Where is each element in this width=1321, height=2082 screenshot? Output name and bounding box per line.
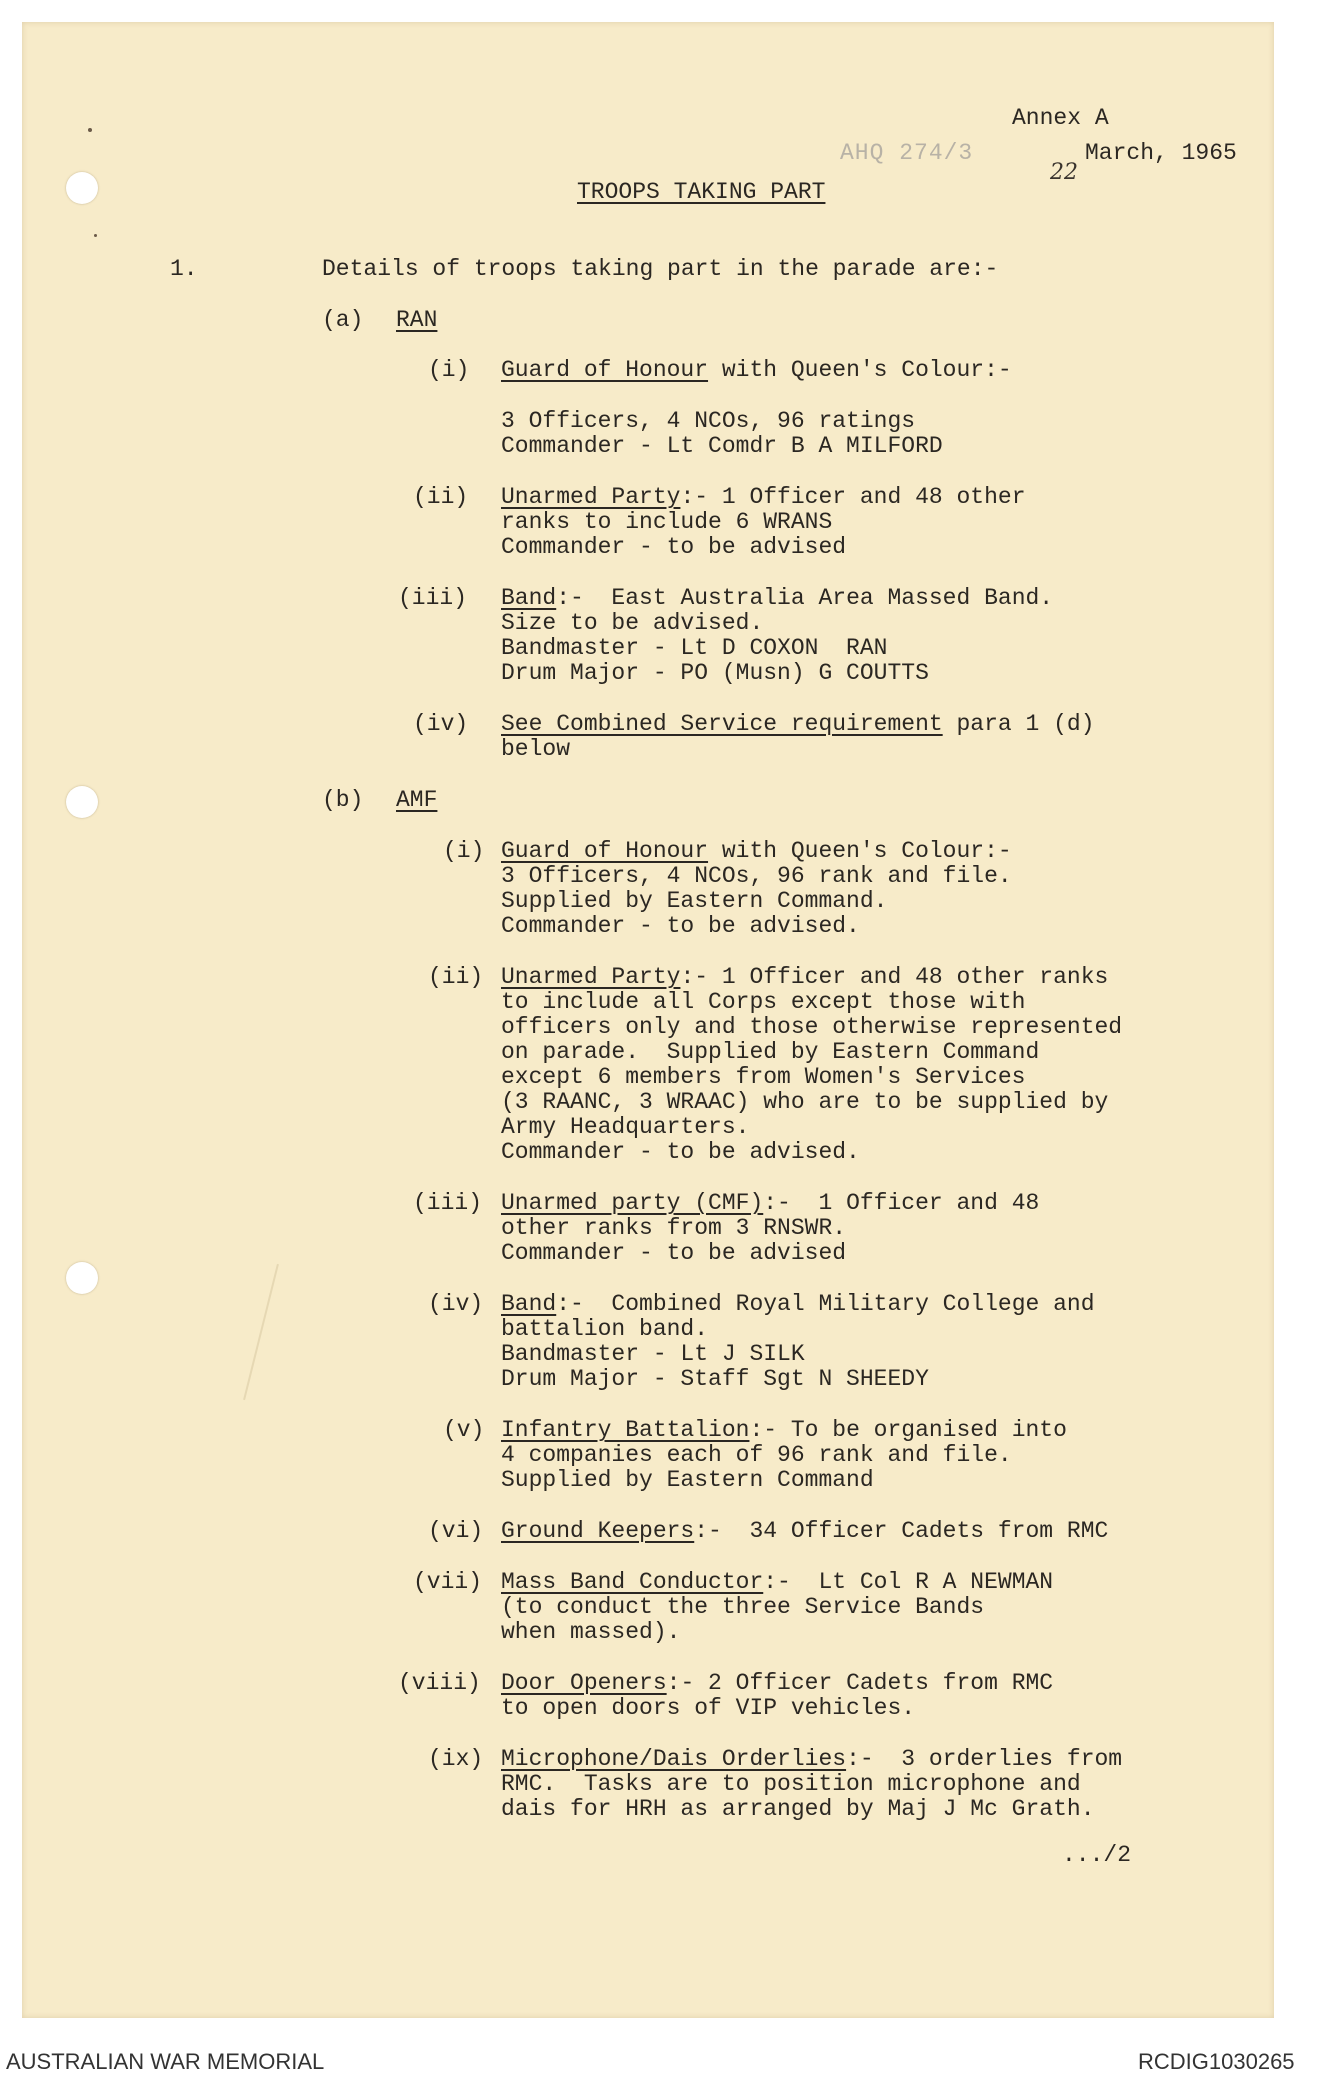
- page-continuation: .../2: [1062, 1842, 1132, 1868]
- item-first-line: [501, 358, 1012, 384]
- item-title: Band: [501, 585, 557, 611]
- paragraph-intro: Details of troops taking part in the parade are:-: [322, 256, 999, 282]
- item-line: Supplied by Eastern Command: [501, 1467, 874, 1493]
- item-first-line: [501, 485, 1026, 511]
- item-line: (3 RAANC, 3 WRAAC) who are to be supplied by: [501, 1089, 1109, 1115]
- item-title: Ground Keepers: [501, 1518, 695, 1544]
- item-first-line-rest: :- 1 Officer and 48 other: [680, 484, 1026, 510]
- item-first-line: [501, 839, 1012, 865]
- item-number: (i): [428, 357, 470, 383]
- item-line: Size to be advised.: [501, 610, 764, 636]
- item-line: battalion band.: [501, 1316, 709, 1342]
- item-first-line-rest: with Queen's Colour:-: [708, 838, 1012, 864]
- item-number: (iii): [413, 1190, 483, 1216]
- item-title: Mass Band Conductor: [501, 1569, 764, 1595]
- item-first-line: [501, 1418, 1067, 1444]
- footer-record-id: RCDIG1030265: [1138, 2049, 1295, 2074]
- item-first-line-rest: :- 34 Officer Cadets from RMC: [694, 1518, 1109, 1544]
- ink-speck: [88, 128, 92, 132]
- item-number: (iv): [428, 1291, 484, 1317]
- item-line: on parade. Supplied by Eastern Command: [501, 1039, 1040, 1065]
- item-line: except 6 members from Women's Services: [501, 1064, 1026, 1090]
- item-line: Bandmaster - Lt J SILK: [501, 1341, 805, 1367]
- item-first-line: [501, 1570, 1053, 1596]
- item-line: below: [501, 736, 571, 762]
- item-first-line-rest: :- 1 Officer and 48 other ranks: [680, 964, 1109, 990]
- item-number: (iii): [398, 585, 468, 611]
- item-number: (iv): [413, 711, 469, 737]
- item-title: See Combined Service requirement: [501, 711, 943, 737]
- item-title: Band: [501, 1291, 557, 1317]
- item-number: (ii): [413, 484, 469, 510]
- item-line: Army Headquarters.: [501, 1114, 750, 1140]
- item-line: Drum Major - PO (Musn) G COUTTS: [501, 660, 929, 686]
- item-line: Commander - to be advised: [501, 1240, 847, 1266]
- item-first-line: [501, 586, 1053, 612]
- item-line: to include all Corps except those with: [501, 989, 1026, 1015]
- item-line: Bandmaster - Lt D COXON RAN: [501, 635, 888, 661]
- item-title: Unarmed Party: [501, 484, 681, 510]
- item-first-line-rest: :- Combined Royal Military College and: [556, 1291, 1095, 1317]
- item-first-line-rest: :- 2 Officer Cadets from RMC: [666, 1670, 1054, 1696]
- item-first-line: [501, 1292, 1095, 1318]
- item-line: Drum Major - Staff Sgt N SHEEDY: [501, 1366, 929, 1392]
- item-line: Commander - to be advised.: [501, 913, 860, 939]
- item-line: Supplied by Eastern Command.: [501, 888, 888, 914]
- item-first-line-rest: :- East Australia Area Massed Band.: [556, 585, 1054, 611]
- item-number: (i): [443, 838, 485, 864]
- item-line: officers only and those otherwise represented: [501, 1014, 1123, 1040]
- item-first-line: [501, 1747, 1122, 1773]
- item-first-line-rest: :- To be organised into: [749, 1417, 1067, 1443]
- item-line: Commander - Lt Comdr B A MILFORD: [501, 433, 943, 459]
- section-a-heading: RAN: [396, 307, 438, 333]
- ink-speck: [94, 234, 97, 237]
- annex-label: Annex A: [1012, 105, 1109, 131]
- section-b-label: (b): [322, 787, 364, 813]
- item-line: 4 companies each of 96 rank and file.: [501, 1442, 1012, 1468]
- item-first-line: [501, 1519, 1108, 1545]
- footer-archive-name: AUSTRALIAN WAR MEMORIAL: [6, 2049, 325, 2074]
- item-number: (ii): [428, 964, 484, 990]
- item-title: Door Openers: [501, 1670, 667, 1696]
- item-number: (ix): [428, 1746, 484, 1772]
- item-line: Commander - to be advised: [501, 534, 847, 560]
- item-line: other ranks from 3 RNSWR.: [501, 1215, 847, 1241]
- item-title: Guard of Honour: [501, 838, 709, 864]
- punch-hole-middle: [66, 786, 98, 818]
- item-first-line-rest: with Queen's Colour:-: [708, 357, 1012, 383]
- item-line: ranks to include 6 WRANS: [501, 509, 833, 535]
- item-first-line-rest: :- Lt Col R A NEWMAN: [763, 1569, 1054, 1595]
- section-b-heading: AMF: [396, 787, 438, 813]
- item-first-line-rest: :- 3 orderlies from: [846, 1746, 1123, 1772]
- item-number: (vii): [413, 1569, 483, 1595]
- item-title: Microphone/Dais Orderlies: [501, 1746, 847, 1772]
- item-title: Unarmed party (CMF): [501, 1190, 764, 1216]
- item-line: to open doors of VIP vehicles.: [501, 1695, 916, 1721]
- item-line: 3 Officers, 4 NCOs, 96 ratings: [501, 408, 916, 434]
- item-number: (vi): [428, 1518, 484, 1544]
- paragraph-number: 1.: [170, 256, 198, 282]
- item-first-line: [501, 712, 1095, 738]
- punch-hole-bottom: [66, 1262, 98, 1294]
- handwritten-day: 22: [1050, 160, 1078, 185]
- item-line: 3 Officers, 4 NCOs, 96 rank and file.: [501, 863, 1012, 889]
- item-title: Unarmed Party: [501, 964, 681, 990]
- item-number: (viii): [398, 1670, 481, 1696]
- item-line: RMC. Tasks are to position microphone and: [501, 1771, 1081, 1797]
- fold-crease: [243, 1264, 279, 1400]
- file-reference-stamp: AHQ 274/3: [840, 140, 974, 166]
- item-first-line: [501, 1671, 1053, 1697]
- item-line: when massed).: [501, 1619, 681, 1645]
- document-date: March, 1965: [1085, 140, 1237, 166]
- item-title: Guard of Honour: [501, 357, 709, 383]
- item-line: (to conduct the three Service Bands: [501, 1594, 985, 1620]
- punch-hole-top: [66, 172, 98, 204]
- item-first-line: [501, 965, 1108, 991]
- item-first-line-rest: para 1 (d): [942, 711, 1095, 737]
- item-first-line-rest: :- 1 Officer and 48: [763, 1190, 1040, 1216]
- section-a-label: (a): [322, 307, 364, 333]
- item-first-line: [501, 1191, 1039, 1217]
- item-title: Infantry Battalion: [501, 1417, 750, 1443]
- page-title: TROOPS TAKING PART: [577, 179, 826, 205]
- item-line: dais for HRH as arranged by Maj J Mc Grath.: [501, 1796, 1095, 1822]
- item-line: Commander - to be advised.: [501, 1139, 860, 1165]
- item-number: (v): [443, 1417, 485, 1443]
